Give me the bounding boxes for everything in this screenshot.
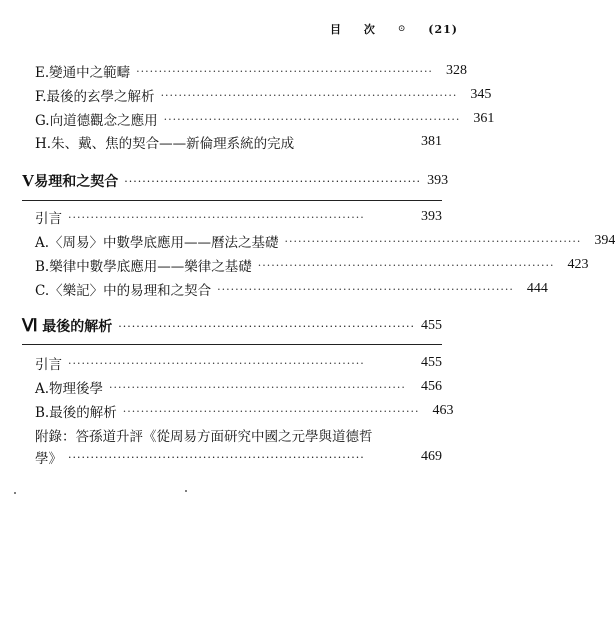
dot-leader: ·································································· <box>160 88 458 102</box>
appendix-line-2 <box>35 446 442 468</box>
toc-entry <box>35 254 589 276</box>
toc-entry <box>35 206 442 228</box>
toc-entry-page: 463 <box>432 403 454 418</box>
header-title-left: 目 <box>330 23 342 36</box>
toc-entry-page: 381 <box>421 134 442 149</box>
toc-entry-label: A.物理後學 <box>35 381 104 397</box>
toc-entry-label: G.向道德觀念之應用 <box>35 113 158 129</box>
chapter-title: 易理和之契合 <box>34 174 119 190</box>
chapter-title: 最後的解析 <box>42 319 113 335</box>
toc-entry <box>35 230 615 252</box>
appendix-entry <box>35 424 442 468</box>
circle-separator-icon: ⊙ <box>397 24 407 34</box>
toc-entry-label: 引言 <box>35 211 62 227</box>
appendix-label-line-1: 附錄：答孫道升評《從周易方面研究中國之元學與道德哲 <box>35 429 373 445</box>
chapter-heading <box>22 314 442 338</box>
toc-entry <box>35 400 454 422</box>
dot-leader: ·································································· <box>118 319 415 333</box>
dot-leader: ·································································· <box>163 112 461 126</box>
toc-entry <box>35 84 492 106</box>
toc-entry-page: 423 <box>567 257 589 272</box>
divider <box>22 344 442 345</box>
toc-entry <box>35 108 495 130</box>
toc-entry-label: B.樂律中數學底應用——樂律之基礎 <box>35 259 252 275</box>
dot-leader: ·································································· <box>68 210 365 224</box>
toc-entry-label: A.〈周易〉中數學底應用——曆法之基礎 <box>35 235 279 251</box>
header-page-number: (21) <box>428 22 458 36</box>
toc-entry-label: 引言 <box>35 357 62 373</box>
scan-speck <box>14 492 16 494</box>
toc-entry-label: F.最後的玄學之解析 <box>35 89 155 105</box>
appendix-line-1 <box>35 424 442 446</box>
toc-entry-page: 394 <box>594 233 615 248</box>
toc-entry <box>35 131 442 153</box>
header-title-right: 次 <box>363 23 376 36</box>
toc-entry-page: 393 <box>421 209 442 224</box>
running-header <box>330 20 458 38</box>
appendix-page: 469 <box>421 449 442 464</box>
chapter-number: V <box>22 171 35 190</box>
dot-leader: ·································································· <box>136 64 433 78</box>
scan-speck <box>185 490 187 492</box>
toc-entry <box>35 60 467 82</box>
dot-leader: ·································································· <box>257 258 555 272</box>
dot-leader: ·································································· <box>217 282 514 296</box>
chapter-page: 455 <box>421 318 442 333</box>
toc-entry-page: 456 <box>421 379 442 394</box>
toc-entry-page: 444 <box>526 281 548 296</box>
chapter-number: Ⅵ <box>22 316 38 335</box>
toc-entry <box>35 376 442 398</box>
toc-entry-label: E.變通中之範疇 <box>35 65 131 81</box>
toc-entry-page: 345 <box>470 87 492 102</box>
toc-entry-label: B.最後的解析 <box>35 405 117 421</box>
toc-entry-page: 361 <box>473 111 495 126</box>
toc-entry-page: 455 <box>421 355 442 370</box>
toc-entry <box>35 278 548 300</box>
dot-leader: ·································································· <box>68 356 365 370</box>
toc-entry <box>35 352 442 374</box>
dot-leader: ·································································· <box>124 174 422 188</box>
dot-leader: ·································································· <box>284 234 582 248</box>
toc-entry-label: H.朱、戴、焦的契合——新倫理系統的完成 <box>35 136 295 152</box>
dot-leader: ·································································· <box>109 380 406 394</box>
toc-entry-page: 328 <box>445 63 467 78</box>
divider <box>22 200 442 201</box>
dot-leader: ·································································· <box>122 404 420 418</box>
chapter-heading <box>22 169 449 193</box>
chapter-page: 393 <box>427 173 449 188</box>
toc-entry-label: C.〈樂記〉中的易理和之契合 <box>35 283 212 299</box>
dot-leader: ·································································· <box>68 450 365 464</box>
appendix-label-line-2: 學》 <box>35 451 62 467</box>
